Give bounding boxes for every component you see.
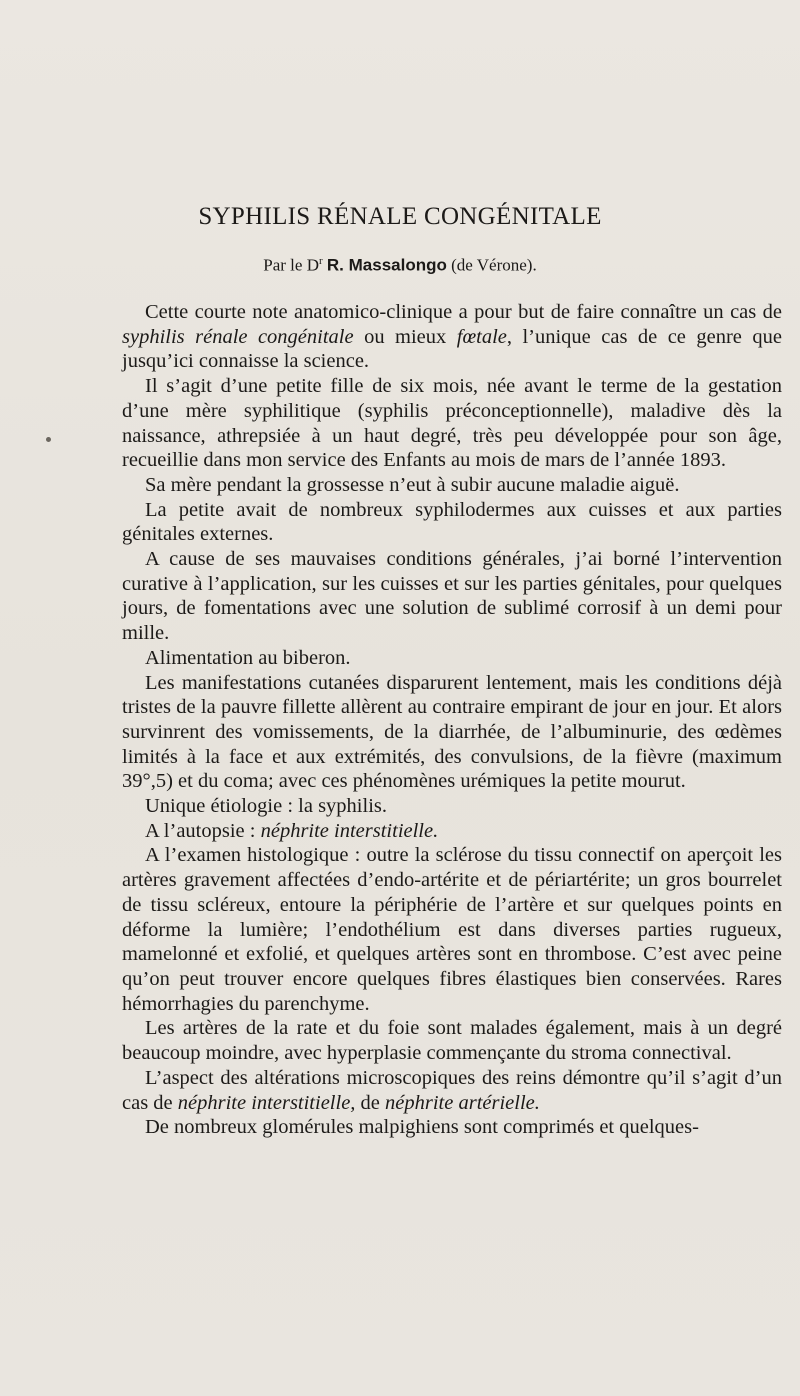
paragraph-5: A cause de ses mauvaises conditions générales, j’ai borné l’intervention curative à l’application, sur les cuisses et sur les parties génitales, pour quelques jours, de fomentations avec une solution de sublimé corrosif à un demi pour mille. xyxy=(122,548,782,645)
paragraph-12-text-c: de xyxy=(355,1091,386,1114)
article-body xyxy=(122,300,782,1140)
paragraph-13: De nombreux glomérules malpighiens sont comprimés et quelques- xyxy=(145,1116,699,1139)
paragraph-12-emphasis-2: néphrite artérielle. xyxy=(385,1091,540,1114)
paragraph-9 xyxy=(122,819,782,844)
byline-prefix: Par le D xyxy=(263,255,319,275)
paragraph-12-emphasis-1: néphrite interstitielle, xyxy=(177,1091,356,1114)
paragraph-8: Unique étiologie : la syphilis. xyxy=(145,795,387,818)
paragraph-1-text-e: , l’unique cas de ce genre que jusqu’ici connaisse la science. xyxy=(122,325,782,373)
author-name: R. Massalongo xyxy=(326,255,447,275)
paragraph-1-text-c: ou mieux xyxy=(353,325,457,348)
byline-superscript: r xyxy=(318,255,323,267)
paragraph-3: Sa mère pendant la grossesse n’eut à subir aucune maladie aiguë. xyxy=(145,473,680,496)
paragraph-6: Alimentation au biberon. xyxy=(145,646,351,669)
paragraph-1 xyxy=(122,300,782,374)
paragraph-7: Les manifestations cutanées disparurent lentement, mais les conditions déjà tristes de la pauvre fillette allèrent au contraire empirant de jour en jour. Et alors survinrent des vomissements, de la diarrhée, de l’albuminurie, des œdèmes limités à la face et aux extrémités, des convulsions, de la fièvre (maximum 39°,5) et du coma; avec ces phénomènes urémiques la petite mourut. xyxy=(122,671,782,793)
article-title: SYPHILIS RÉNALE CONGÉNITALE xyxy=(198,203,602,230)
paragraph-12-text-a: L’aspect des altérations microscopiques des reins démontre qu’il s’agit d’un cas de xyxy=(122,1066,782,1114)
paragraph-2: Il s’agit d’une petite fille de six mois, née avant le terme de la gestation d’une mère syphilitique (syphilis préconceptionnelle), maladive dès la naissance, athrepsiée à un haut degré, très peu développée pour son âge, recueillie dans mon service des Enfants au mois de mars de l’année 1893. xyxy=(122,375,782,472)
paragraph-9-emphasis: néphrite interstitielle. xyxy=(260,819,439,842)
byline-suffix: (de Vérone). xyxy=(451,255,537,275)
paragraph-1-emphasis-2: fœtale xyxy=(456,325,507,348)
byline xyxy=(0,255,800,276)
paragraph-12 xyxy=(122,1066,782,1115)
paragraph-4: La petite avait de nombreux syphilodermes aux cuisses et aux parties génitales externes. xyxy=(122,498,782,546)
paragraph-11: Les artères de la rate et du foie sont malades également, mais à un degré beaucoup moindre, avec hyperplasie commençante du stroma connectival. xyxy=(122,1017,782,1065)
paragraph-9-text-a: A l’autopsie : xyxy=(145,819,261,842)
paragraph-1-text-a: Cette courte note anatomico-clinique a pour but de faire connaître un cas de xyxy=(145,301,782,323)
paragraph-1-emphasis-1: syphilis rénale congénitale xyxy=(122,325,354,348)
margin-dot xyxy=(46,437,51,442)
paragraph-10: A l’examen histologique : outre la sclérose du tissu connectif on aperçoit les artères gravement affectées d’endo-artérite et de périartérite; un gros bourrelet de tissu scléreux, entoure la périphérie de l’artère et sur quelques points en déforme la lumière; l’endothélium est dans diverses parties rugueux, mamelonné et exfolié, et quelques artères sont en thrombose. C’est avec peine qu’on peut trouver encore quelques fibres élastiques bien conservées. Rares hémorrhagies du parenchyme. xyxy=(122,844,782,1015)
